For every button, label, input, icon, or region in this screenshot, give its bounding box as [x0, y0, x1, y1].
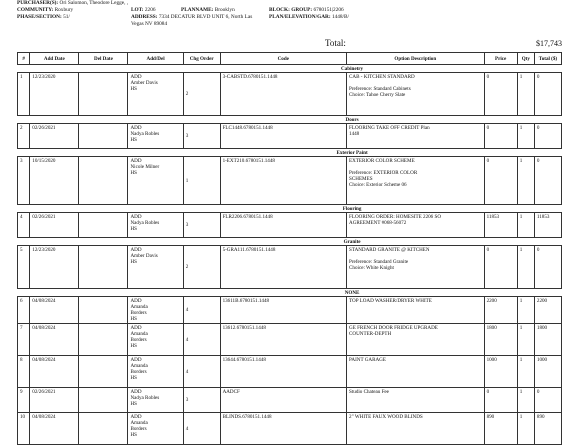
group-label: GROUP:: [291, 7, 313, 13]
cell-qty: 1: [517, 213, 534, 238]
group-row: [18, 65, 562, 73]
cell-price: 0: [484, 246, 517, 289]
cell-add-del: ADD Nadya Robles HS: [128, 213, 183, 238]
cell-del-date: [79, 213, 128, 238]
cell-add-del: ADD Amanda Borders HS: [128, 297, 183, 324]
cell-qty: 1: [517, 124, 534, 149]
cell-option-description: TOP LOAD WASHER/DRYER WHITE: [347, 297, 485, 324]
table-body: [18, 65, 562, 445]
cell-add-date: 04/08/2024: [30, 297, 79, 324]
cell-option-description: 2" WHITE FAUX WOOD BLINDS: [347, 413, 485, 445]
group-spacer: [18, 65, 221, 73]
table-row: [18, 213, 562, 238]
cell-price: 11853: [484, 213, 517, 238]
table-row: [18, 413, 562, 445]
col-header-chg-order: Chg Order: [183, 53, 220, 65]
group-spacer: [484, 238, 561, 246]
cell-code: 5-GRA111.6780151.1448: [220, 246, 346, 289]
cell-code: FLC1448.6780151.1448: [220, 124, 346, 149]
table-row: [18, 324, 562, 356]
col-header-code: Code: [220, 53, 346, 65]
cell-qty: 1: [517, 356, 534, 388]
group-heading: Granite: [220, 238, 484, 246]
cell-num: 3: [18, 157, 30, 205]
cell-code: 13612.6780151.1448: [220, 324, 346, 356]
group-spacer: [484, 65, 561, 73]
cell-total: 0: [534, 124, 561, 149]
cell-del-date: [79, 356, 128, 388]
group-spacer: [18, 205, 221, 213]
block-label: BLOCK:: [269, 7, 290, 13]
plan-elevation-value: 1448/B/: [331, 14, 350, 20]
cell-add-date: 10/15/2020: [30, 157, 79, 205]
cell-num: 2: [18, 124, 30, 149]
address-value: 7334 DECATUR BLVD UNIT 6, North Las: [158, 14, 253, 20]
cell-total: 11853: [534, 213, 561, 238]
group-spacer: [18, 289, 221, 297]
cell-add-date: 02/26/2021: [30, 213, 79, 238]
cell-chg-order: 2: [183, 73, 220, 116]
cell-qty: 1: [517, 324, 534, 356]
cell-add-del: ADD Amber Davis HS: [128, 73, 183, 116]
cell-option-description: STANDARD GRANITE @ KITCHEN Preference: Standard Granite Choice: White Knight: [347, 246, 485, 289]
cell-chg-order: 3: [183, 124, 220, 149]
cell-price: 0: [484, 157, 517, 205]
col-header-add-del: Add/Del: [128, 53, 183, 65]
group-heading: NONE: [220, 289, 484, 297]
planname-value: Brooklyn: [214, 7, 235, 13]
cell-del-date: [79, 246, 128, 289]
cell-add-date: 12/23/2020: [30, 73, 79, 116]
planname-label: PLANNAME:: [181, 7, 214, 13]
cell-price: 1800: [484, 324, 517, 356]
group-spacer: [484, 116, 561, 124]
cell-code: 13611B.6780151.1448: [220, 297, 346, 324]
cell-num: 9: [18, 388, 30, 413]
cell-total: 1800: [534, 324, 561, 356]
cell-chg-order: 1: [183, 157, 220, 205]
col-header-num: #: [18, 53, 30, 65]
planname-line: [181, 7, 235, 13]
cell-add-date: 12/23/2020: [30, 246, 79, 289]
cell-del-date: [79, 388, 128, 413]
cell-option-description: FLOORING TAKE OFF CREDIT Plan 1448: [347, 124, 485, 149]
phase-value: 51/: [63, 14, 70, 20]
community-label: COMMUNITY:: [17, 7, 54, 13]
table-row: [18, 388, 562, 413]
cell-price: 0: [484, 73, 517, 116]
cell-chg-order: 3: [183, 213, 220, 238]
group-value: 6780151|2206: [313, 7, 344, 13]
group-spacer: [484, 289, 561, 297]
cell-total: 0: [534, 388, 561, 413]
cell-num: 10: [18, 413, 30, 445]
cell-qty: 1: [517, 73, 534, 116]
group-row: [18, 149, 562, 157]
address-line-2: [131, 21, 167, 27]
group-row: [18, 205, 562, 213]
cell-del-date: [79, 124, 128, 149]
cell-option-description: CAB - KITCHEN STANDARD Preference: Standard Cabinets Choice: Tahoe Cherry Slate: [347, 73, 485, 116]
col-header-option-description: Option Description: [347, 53, 485, 65]
phase-line: [17, 14, 70, 20]
block-group-line: [269, 7, 344, 13]
group-spacer: [18, 116, 221, 124]
cell-chg-order: 4: [183, 413, 220, 445]
cell-chg-order: 2: [183, 246, 220, 289]
cell-add-date: 04/08/2024: [30, 413, 79, 445]
group-spacer: [18, 149, 221, 157]
cell-code: FLR2206.6780151.1448: [220, 213, 346, 238]
group-spacer: [18, 238, 221, 246]
cell-del-date: [79, 297, 128, 324]
cell-add-date: 02/26/2021: [30, 124, 79, 149]
group-heading: Exterior Paint: [220, 149, 484, 157]
plan-elevation-label: PLAN/ELEVATION/GAR:: [269, 14, 331, 20]
cell-add-del: ADD Nicole Milner HS: [128, 157, 183, 205]
cell-num: 4: [18, 213, 30, 238]
col-header-add-date: Add Date: [30, 53, 79, 65]
phase-label: PHASE/SECTION:: [17, 14, 62, 20]
cell-add-del: ADD Nadya Robles HS: [128, 388, 183, 413]
col-header-total: Total ($): [534, 53, 561, 65]
table-row: [18, 297, 562, 324]
table-row: [18, 73, 562, 116]
group-heading: Flooring: [220, 205, 484, 213]
address-value-2: Vegas NV 89084: [131, 20, 168, 27]
cell-add-del: ADD Amanda Borders HS: [128, 413, 183, 445]
cell-qty: 1: [517, 413, 534, 445]
cell-del-date: [79, 157, 128, 205]
cell-num: 6: [18, 297, 30, 324]
cell-chg-order: 4: [183, 297, 220, 324]
cell-price: 890: [484, 413, 517, 445]
group-spacer: [484, 205, 561, 213]
cell-total: 890: [534, 413, 561, 445]
cell-code: 3-CABSTD.6780151.1448: [220, 73, 346, 116]
table-row: [18, 157, 562, 205]
cell-option-description: FLOORING ORDER: HOMESITE 2206 SO AGREEMENT #068-56072: [347, 213, 485, 238]
cell-total: 1000: [534, 356, 561, 388]
cell-total: 0: [534, 246, 561, 289]
community-value: Roxbury: [54, 7, 74, 13]
col-header-del-date: Del Date: [79, 53, 128, 65]
col-header-price: Price: [484, 53, 517, 65]
plan-elevation-line: [269, 14, 349, 20]
cell-del-date: [79, 73, 128, 116]
purchasers-value: Ori Salomon, Theodore Legge, ,: [59, 0, 129, 6]
cell-num: 1: [18, 73, 30, 116]
cell-num: 7: [18, 324, 30, 356]
cell-code: 13644.6780151.1448: [220, 356, 346, 388]
cell-option-description: EXTERIOR COLOR SCHEME Preference: EXTERIOR COLOR SCHEMES Choice: Exterior Scheme 06: [347, 157, 485, 205]
options-table: [17, 52, 562, 445]
cell-del-date: [79, 413, 128, 445]
lot-value: 2206: [144, 7, 156, 13]
cell-add-del: ADD Amanda Borders HS: [128, 324, 183, 356]
cell-total: 0: [534, 157, 561, 205]
cell-total: 2200: [534, 297, 561, 324]
table-row: [18, 246, 562, 289]
lot-label: LOT:: [131, 7, 144, 13]
group-row: [18, 238, 562, 246]
address-line: [131, 14, 252, 20]
group-heading: Cabinetry: [220, 65, 484, 73]
cell-option-description: PAINT GARAGE: [347, 356, 485, 388]
purchasers-line: [17, 0, 128, 6]
cell-code: 1-EXT210.6780151.1448: [220, 157, 346, 205]
group-spacer: [484, 149, 561, 157]
cell-qty: 1: [517, 388, 534, 413]
cell-add-del: ADD Nadya Robles HS: [128, 124, 183, 149]
cell-add-del: ADD Amanda Borders HS: [128, 356, 183, 388]
cell-price: 2200: [484, 297, 517, 324]
cell-num: 8: [18, 356, 30, 388]
cell-chg-order: 3: [183, 388, 220, 413]
cell-code: BLINDS.6780151.1448: [220, 413, 346, 445]
cell-add-date: 02/26/2021: [30, 388, 79, 413]
cell-qty: 1: [517, 157, 534, 205]
group-row: [18, 116, 562, 124]
col-header-qty: Qty: [517, 53, 534, 65]
total-value: $17,743: [536, 39, 562, 48]
lot-line: [131, 7, 155, 13]
cell-option-description: Studio Chateau Fee: [347, 388, 485, 413]
cell-price: 1000: [484, 356, 517, 388]
group-heading: Doors: [220, 116, 484, 124]
cell-chg-order: 4: [183, 324, 220, 356]
cell-total: 0: [534, 73, 561, 116]
table-row: [18, 356, 562, 388]
cell-option-description: GE FRENCH DOOR FRIDGE UPGRADE COUNTER-DEPTH: [347, 324, 485, 356]
cell-del-date: [79, 324, 128, 356]
group-row: [18, 289, 562, 297]
cell-qty: 1: [517, 246, 534, 289]
cell-add-date: 04/08/2024: [30, 324, 79, 356]
cell-num: 5: [18, 246, 30, 289]
cell-price: 0: [484, 388, 517, 413]
total-label: Total:: [325, 38, 346, 48]
cell-qty: 1: [517, 297, 534, 324]
cell-add-del: ADD Amber Davis HS: [128, 246, 183, 289]
community-line: [17, 7, 73, 13]
cell-code: AADCF: [220, 388, 346, 413]
table-header-row: [18, 53, 562, 65]
address-label: ADDRESS:: [131, 14, 158, 20]
cell-add-date: 04/08/2024: [30, 356, 79, 388]
purchasers-label: PURCHASER(S):: [17, 0, 59, 6]
table-row: [18, 124, 562, 149]
cell-price: 0: [484, 124, 517, 149]
cell-chg-order: 4: [183, 356, 220, 388]
